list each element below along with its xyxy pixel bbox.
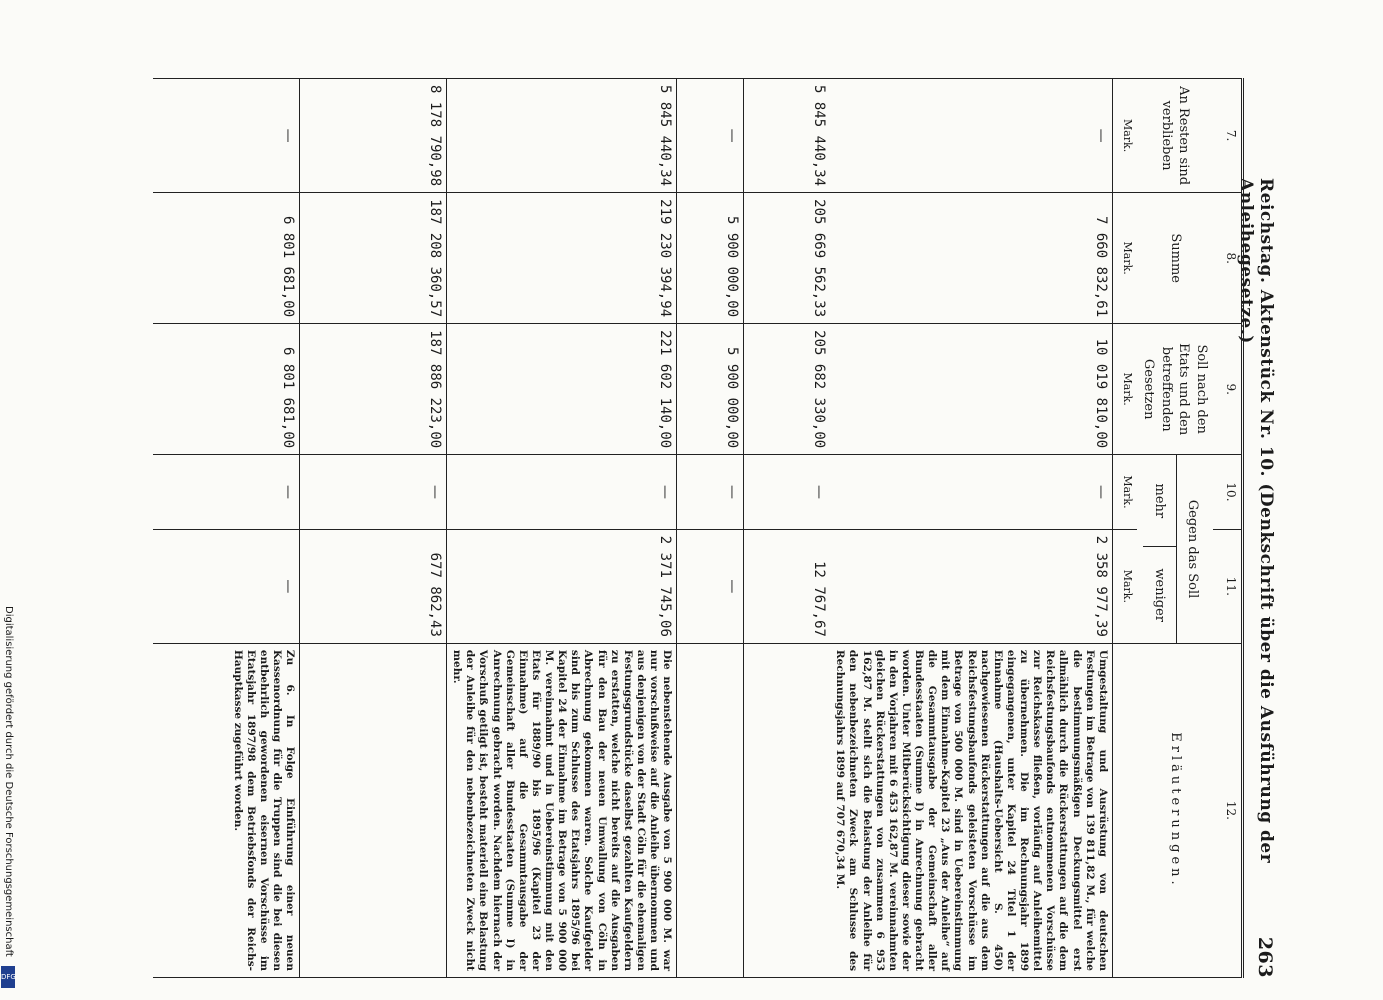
unit-8: Mark.: [1112, 193, 1137, 324]
col-num-9: 9.: [1213, 324, 1243, 455]
cell-sum: 7 660 832,61: [830, 193, 1112, 324]
cell-explanation: [300, 643, 447, 977]
unit-9: Mark.: [1112, 324, 1137, 455]
dfg-logo: DFG: [1, 966, 15, 988]
digitization-note: [0, 606, 14, 986]
cell-target: 205 682 330,00: [744, 324, 831, 455]
cell-more: —: [153, 455, 300, 530]
cell-target: 187 886 223,00: [300, 324, 447, 455]
header-group: Gegen das Soll: [1176, 455, 1207, 643]
table-row: [744, 79, 831, 978]
cell-more: —: [300, 455, 447, 530]
cell-sum: 5 900 000,00: [677, 193, 744, 324]
cell-sum: 6 801 681,00: [153, 193, 300, 324]
table-row: [300, 79, 447, 978]
cell-remainder: —: [830, 79, 1112, 193]
table-row: [677, 79, 744, 978]
unit-11: Mark.: [1112, 529, 1137, 643]
cell-target: 10 019 810,00: [830, 324, 1112, 455]
cell-sum: 219 230 394,94: [447, 193, 677, 324]
cell-target: 221 602 140,00: [447, 324, 677, 455]
col-num-8: 8.: [1213, 193, 1243, 324]
table-row: [153, 79, 300, 978]
cell-sum: 187 208 360,57: [300, 193, 447, 324]
header-explanations: Erläuterungen.: [1137, 643, 1213, 977]
rotated-page: [130, 78, 1280, 978]
cell-more: —: [744, 455, 831, 530]
table-row: [830, 79, 1112, 978]
col-num-12: 12.: [1213, 643, 1243, 977]
unit-7: Mark.: [1112, 79, 1137, 193]
cell-less: —: [153, 529, 300, 643]
cell-remainder: 5 845 440,34: [447, 79, 677, 193]
cell-less: 677 862,43: [300, 529, 447, 643]
col-num-11: 11.: [1213, 529, 1243, 643]
col-num-7: 7.: [1213, 79, 1243, 193]
cell-remainder: —: [677, 79, 744, 193]
cell-sum: 205 669 562,33: [744, 193, 831, 324]
cell-remainder: 5 845 440,34: [744, 79, 831, 193]
unit-row: [1112, 79, 1137, 978]
cell-target: 5 900 000,00: [677, 324, 744, 455]
unit-10: Mark.: [1112, 455, 1137, 530]
cell-explanation: Die nebenstehende Ausgabe von 5 900 000 M. war nur vorschußweise auf die Anleihe übernommen und aus denjenigen von der Stadt Cöln für die ehemaligen Festungsgrundstücke daselbst gezahlten Kaufgeldern zu erstatten, welche nicht bereits auf die Ausgaben für den Bau der neuen Umwallung von Cöln in Abrechnung gekommen waren. Solche Kaufgelder sind bis zum Schlusse des Etatsjahrs 1895/96 bei Kapitel 24 der Einnahme im Betrage von 5 900 000 M. vereinnahmt und in Uebereinstimmung mit den Etats für 1889/90 bis 1895/96 (Kapitel 23 der Einnahme) auf die Gesammtausgabe der Gemeinschaft aller Bundesstaaten (Summe I) in Anrechnung gebracht worden. Nachdem hiernach der Vorschuß getilgt ist, besteht materiell eine Belastung der Anleihe für den nebenbezeichneten Zweck nicht mehr.: [447, 643, 677, 977]
header-vs-target: [1137, 455, 1213, 644]
cell-more: —: [447, 455, 677, 530]
header-sum: Summe: [1137, 193, 1213, 324]
column-header-row: [1137, 79, 1213, 978]
cell-target: 6 801 681,00: [153, 324, 300, 455]
column-number-row: [1213, 79, 1243, 978]
cell-less: 12 767,67: [744, 529, 831, 643]
digitization-note-text: Digitalisierung gefördert durch die Deutsche Forschungsgemeinschaft: [3, 606, 14, 957]
table-row: [447, 79, 677, 978]
cell-explanation: Zu 6. In Folge Einführung einer neuen Kassenordnung für die Truppen sind die bei diesen entbehrlich gewordenen eisernen Vorschüsse im Etatsjahr 1897/98 dem Betriebsfonds der Reichs-Hauptkasse zugeführt worden.: [153, 643, 300, 977]
header-remainders: An Resten sind verblieben: [1137, 79, 1213, 193]
header-more: mehr: [1143, 455, 1177, 547]
header-target: Soll nach den Etats und den betreffenden Gesetzen: [1137, 324, 1213, 455]
cell-remainder: —: [153, 79, 300, 193]
unit-12-empty: [1112, 643, 1137, 977]
page-number: 263: [1254, 936, 1276, 978]
page-header: [1236, 78, 1280, 978]
cell-explanation: Umgestaltung und Ausrüstung von deutschen Festungen im Betrage von 139 811,82 M., für welche die bestimmungsmäßigen Deckungsmittel erst allmählich durch die Rückerstattungen auf die dem Reichsfestungsbaufonds entnommenen Vorschüsse zur Reichskasse fließen, vorläufig auf Anleihemittel zu übernehmen. Die im Rechnungsjahr 1899 eingegangenen, unter Kapitel 24 Titel 1 der Einnahme (Haushalts-Uebersicht S. 450) nachgewiesenen Rückerstattungen auf die aus dem Reichsfestungsbaufonds geleisteten Vorschüsse im Betrage von 500 000 M. sind in Uebereinstimmung mit dem Einnahme-Kapitel 23 „Aus der Anleihe“ auf die Gesammtausgabe der Gemeinschaft aller Bundesstaaten (Summe I) in Anrechnung gebracht worden. Unter Mitberücksichtigung dieser sowie der in den Vorjahren mit 6 453 162,87 M. vereinnahmten gleichen Rückerstattungen von zusammen 6 953 162,87 M. stellt sich die Belastung der Anleihe für den nebenbezeichneten Zweck am Schlusse des Rechnungsjahrs 1899 auf 707 670,34 M.: [830, 643, 1112, 977]
cell-less: 2 371 745,06: [447, 529, 677, 643]
cell-more: —: [677, 455, 744, 530]
header-title: Reichstag. Aktenstück Nr. 10. (Denkschrift über die Ausführung der Anleihegesetze.): [1236, 178, 1276, 864]
cell-remainder: 8 178 790,98: [300, 79, 447, 193]
cell-less: —: [677, 529, 744, 643]
header-less: weniger: [1152, 568, 1168, 622]
col-num-10: 10.: [1213, 455, 1243, 530]
cell-explanation: [677, 643, 744, 977]
cell-more: —: [830, 455, 1112, 530]
cell-explanation: [744, 643, 831, 977]
cell-less: 2 358 977,39: [830, 529, 1112, 643]
accounts-table: [153, 78, 1244, 978]
